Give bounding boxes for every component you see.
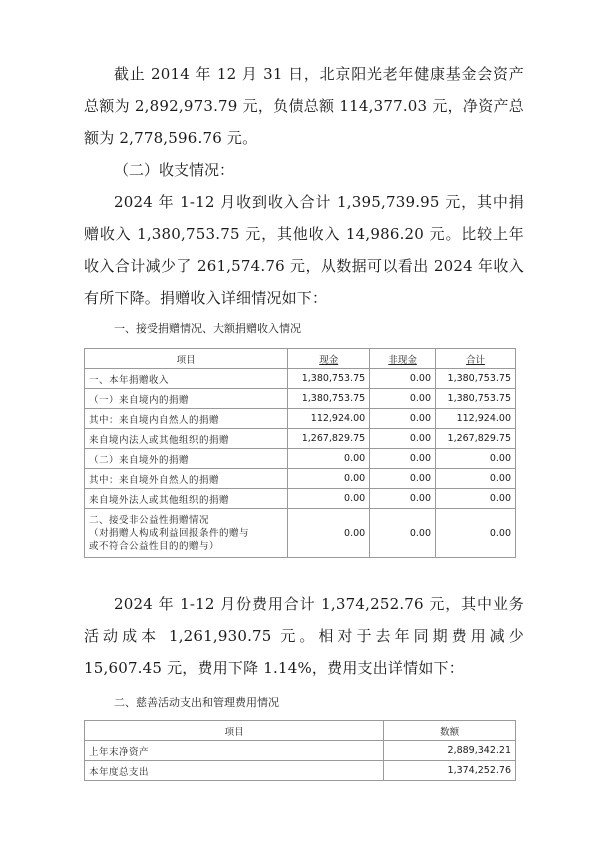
table-header-row	[85, 349, 516, 369]
total-value: 0.00	[436, 509, 516, 558]
amount-value: 1,374,252.76	[384, 761, 516, 781]
table-row	[85, 409, 516, 429]
noncash-value: 0.00	[370, 369, 436, 389]
noncash-value: 0.00	[370, 449, 436, 469]
table-row	[85, 429, 516, 449]
noncash-value: 0.00	[370, 409, 436, 429]
table-header-row	[85, 721, 516, 741]
cash-value: 1,267,829.75	[288, 429, 370, 449]
cash-value: 1,380,753.75	[288, 369, 370, 389]
row-label: （一）来自境内的捐赠	[85, 389, 288, 409]
charity-expense-table	[84, 720, 516, 781]
row-label: 来自境外法人或其他组织的捐赠	[85, 489, 288, 509]
header-item: 项目	[85, 721, 384, 741]
table-row-nonpublic	[85, 509, 516, 558]
total-value: 1,380,753.75	[436, 389, 516, 409]
row-label: （二）来自境外的捐赠	[85, 449, 288, 469]
row-label-line: 二、接受非公益性捐赠情况	[89, 514, 210, 526]
row-label: 本年度总支出	[85, 761, 384, 781]
table-row	[85, 741, 516, 761]
row-label: 一、本年捐赠收入	[85, 369, 288, 389]
row-label: 其中：来自境外自然人的捐赠	[85, 469, 288, 489]
cash-value: 0.00	[288, 469, 370, 489]
noncash-value: 0.00	[370, 429, 436, 449]
table-row	[85, 469, 516, 489]
noncash-value: 0.00	[370, 509, 436, 558]
row-label	[85, 509, 288, 558]
cash-value: 0.00	[288, 449, 370, 469]
total-value: 0.00	[436, 449, 516, 469]
total-value: 0.00	[436, 469, 516, 489]
table-row	[85, 489, 516, 509]
row-label: 来自境内法人或其他组织的捐赠	[85, 429, 288, 449]
cash-value: 0.00	[288, 489, 370, 509]
total-value: 0.00	[436, 489, 516, 509]
total-value: 112,924.00	[436, 409, 516, 429]
row-label: 其中：来自境内自然人的捐赠	[85, 409, 288, 429]
table-row	[85, 369, 516, 389]
noncash-value: 0.00	[370, 389, 436, 409]
row-label: 上年末净资产	[85, 741, 384, 761]
donation-income-table	[84, 348, 516, 558]
cash-value: 1,380,753.75	[288, 389, 370, 409]
header-total: 合计	[436, 349, 516, 369]
row-label-line: 或不符合公益性目的的赠与）	[89, 540, 220, 552]
paragraph-expense: 2024 年 1-12 月份费用合计 1,374,252.76 元，其中业务活动成本 1,261,930.75 元。相对于去年同期费用减少 15,607.45 元，费用下降 1.14%，费用支出详情如下：	[84, 595, 524, 677]
row-label-line: （对捐赠人构成利益回报条件的赠与	[89, 527, 250, 539]
noncash-value: 0.00	[370, 489, 436, 509]
table-row	[85, 761, 516, 781]
header-amount: 数额	[384, 721, 516, 741]
total-value: 1,267,829.75	[436, 429, 516, 449]
paragraph-assets: 截止 2014 年 12 月 31 日，北京阳光老年健康基金会资产总额为 2,892,973.79 元，负债总额 114,377.03 元，净资产总额为 2,778,596.76 元。	[84, 65, 524, 147]
noncash-value: 0.00	[370, 469, 436, 489]
cash-value: 0.00	[288, 509, 370, 558]
cash-value: 112,924.00	[288, 409, 370, 429]
table2-caption: 二、慈善活动支出和管理费用情况	[114, 696, 279, 709]
table1-caption: 一、接受捐赠情况、大额捐赠收入情况	[114, 322, 301, 335]
header-noncash: 非现金	[370, 349, 436, 369]
total-value: 1,380,753.75	[436, 369, 516, 389]
table-row	[85, 449, 516, 469]
paragraph-income: 2024 年 1-12 月收到收入合计 1,395,739.95 元，其中捐赠收入 1,380,753.75 元，其他收入 14,986.20 元。比较上年收入合计减少了 261,574.76 元，从数据可以看出 2024 年收入有所下降。捐赠收入详细情况如下：	[84, 193, 524, 307]
section-heading-income-expense: （二）收支情况：	[114, 161, 235, 179]
header-cash: 现金	[288, 349, 370, 369]
table-row	[85, 389, 516, 409]
amount-value: 2,889,342.21	[384, 741, 516, 761]
header-item: 项目	[85, 349, 288, 369]
